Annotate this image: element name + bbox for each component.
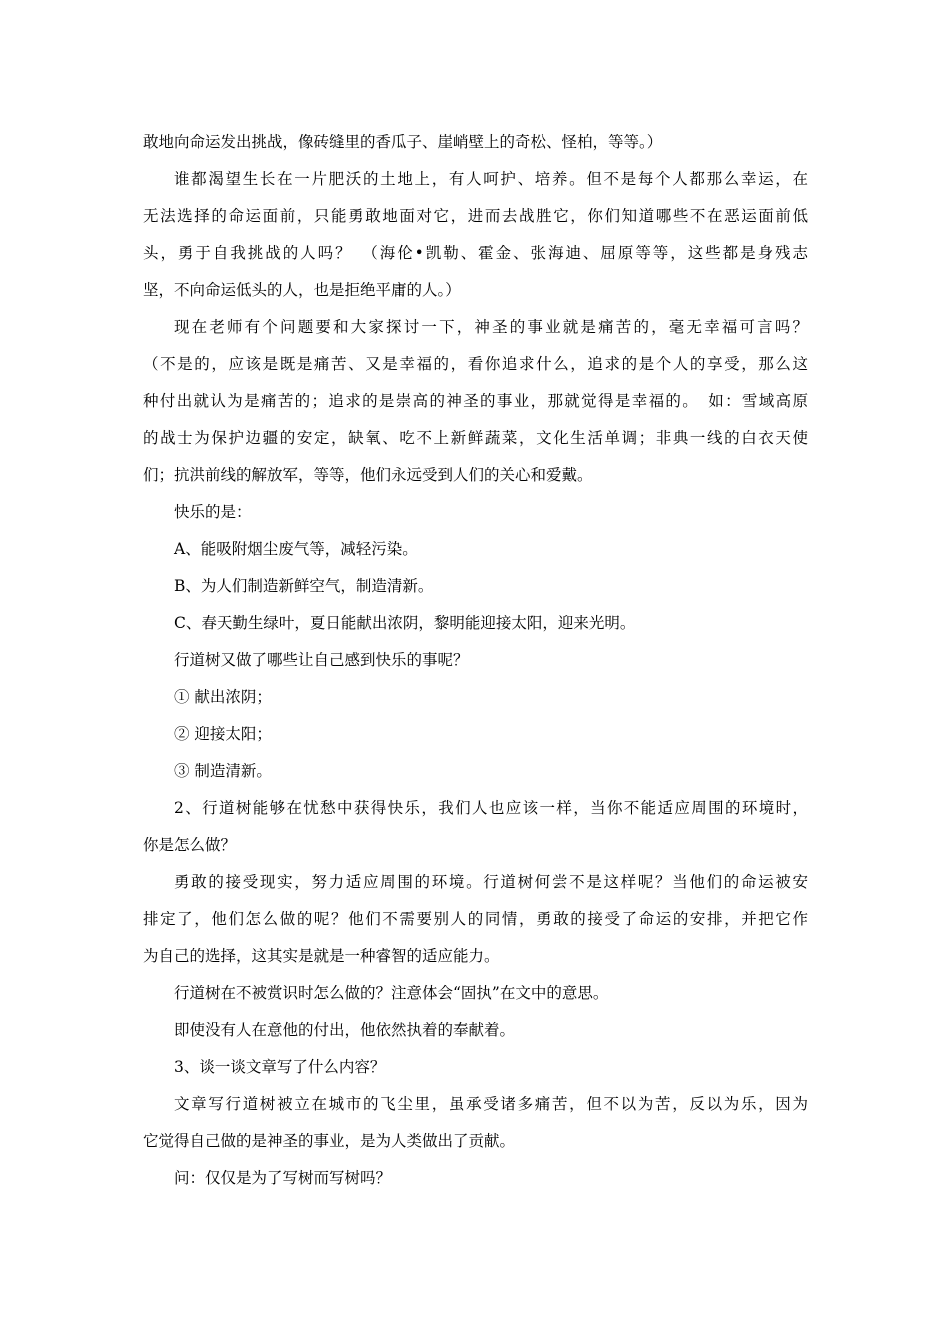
text-line: A、能吸附烟尘废气等，减轻污染。 <box>174 540 418 558</box>
text-line: 行道树又做了哪些让自己感到快乐的事呢？ <box>174 651 469 669</box>
text-line: ③ 制造清新。 <box>174 762 272 780</box>
text-line: 们；抗洪前线的解放军，等等，他们永远受到人们的关心和爱戴。 <box>143 466 593 484</box>
text-line: 文章写行道树被立在城市的飞尘里，虽承受诸多痛苦，但不以为苦，反以为乐，因为 <box>174 1095 808 1113</box>
text-line: ① 献出浓阴； <box>174 688 272 706</box>
text-line: 谁都渴望生长在一片肥沃的土地上，有人呵护、培养。但不是每个人都那么幸运，在 <box>174 170 808 188</box>
text-line: 无法选择的命运面前，只能勇敢地面对它，进而去战胜它，你们知道哪些不在恶运面前低 <box>143 207 808 225</box>
text-line: 的战士为保护边疆的安定，缺氧、吃不上新鲜蔬菜，文化生活单调；非典一线的白衣天使 <box>143 429 808 447</box>
text-line: 它觉得自己做的是神圣的事业，是为人类做出了贡献。 <box>143 1132 516 1150</box>
text-line: 你是怎么做？ <box>143 836 237 854</box>
text-line: 行道树在不被赏识时怎么做的？注意体会“固执”在文中的意思。 <box>174 984 609 1002</box>
text-line: 排定了，他们怎么做的呢？他们不需要别人的同情，勇敢的接受了命运的安排，并把它作 <box>143 910 808 928</box>
text-line: ② 迎接太阳； <box>174 725 272 743</box>
text-line: 快乐的是： <box>174 503 252 521</box>
text-line: 种付出就认为是痛苦的；追求的是崇高的神圣的事业，那就觉得是幸福的。 如：雪域高原 <box>143 392 808 410</box>
document-body <box>143 124 808 1197</box>
text-line: 勇敢的接受现实，努力适应周围的环境。行道树何尝不是这样呢？当他们的命运被安 <box>174 873 808 891</box>
text-line: 2、行道树能够在忧愁中获得快乐，我们人也应该一样，当你不能适应周围的环境时， <box>174 799 808 817</box>
text-line: 3、谈一谈文章写了什么内容？ <box>174 1058 386 1076</box>
text-line: 敢地向命运发出挑战，像砖缝里的香瓜子、崖峭壁上的奇松、怪柏，等等。） <box>143 133 663 151</box>
text-line: C、春天勤生绿叶，夏日能献出浓阴，黎明能迎接太阳，迎来光明。 <box>174 614 636 632</box>
text-line: （不是的，应该是既是痛苦、又是幸福的，看你追求什么，追求的是个人的享受，那么这 <box>143 355 808 373</box>
text-line: 坚，不向命运低头的人，也是拒绝平庸的人。） <box>143 281 461 299</box>
text-line: 问：仅仅是为了写树而写树吗？ <box>174 1169 392 1187</box>
text-line: 为自己的选择，这其实是就是一种睿智的适应能力。 <box>143 947 500 965</box>
text-line: 现在老师有个问题要和大家探讨一下，神圣的事业就是痛苦的，毫无幸福可言吗？ <box>174 318 808 336</box>
text-line: B、为人们制造新鲜空气，制造清新。 <box>174 577 434 595</box>
text-line: 头，勇于自我挑战的人吗？ （海伦•凯勒、霍金、张海迪、屈原等等，这些都是身残志 <box>143 244 808 262</box>
text-line: 即使没有人在意他的付出，他依然执着的奉献着。 <box>174 1021 516 1039</box>
